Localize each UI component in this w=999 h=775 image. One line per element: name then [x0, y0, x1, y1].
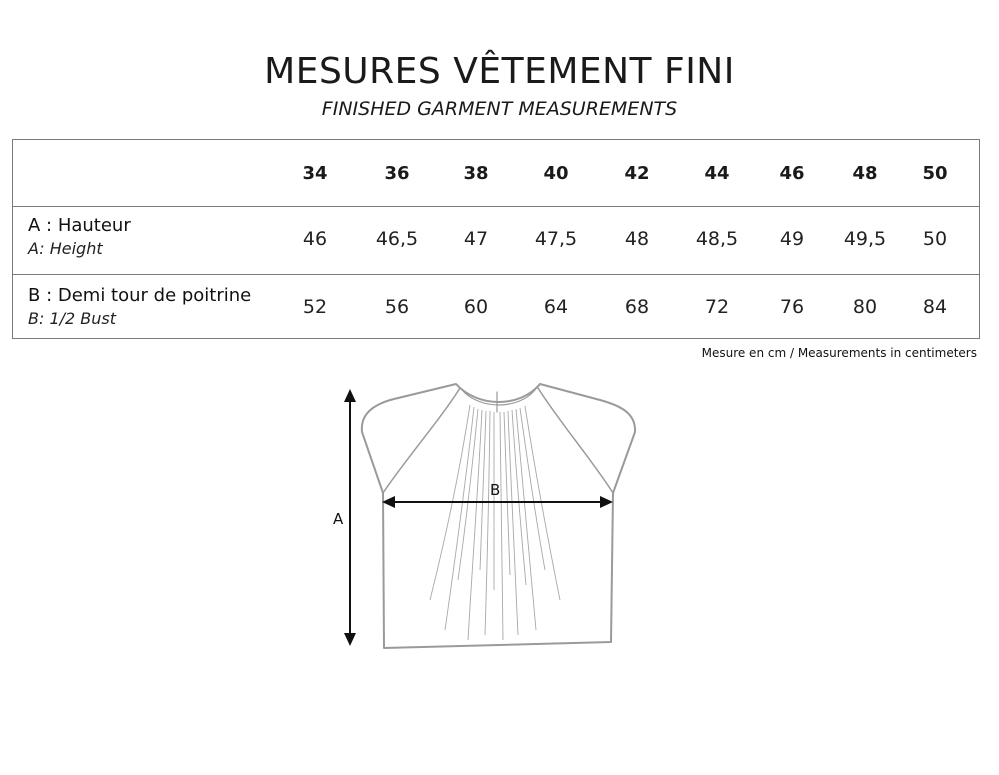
dimension-a-arrow: [344, 389, 356, 646]
size-header: 44: [704, 163, 730, 184]
size-header: 38: [463, 163, 489, 184]
raglan-seam-left: [383, 388, 460, 493]
row-label: B : Demi tour de poitrine: [28, 285, 252, 306]
measurements-table: [12, 139, 980, 339]
table-cell: 80: [852, 296, 878, 318]
table-cell: 47,5: [534, 228, 578, 250]
table-cell: 56: [384, 296, 410, 318]
table-cell: 48,5: [695, 228, 739, 250]
page-title: MESURES VÊTEMENT FINI: [264, 51, 735, 92]
table-cell: 46: [302, 228, 328, 250]
size-header: 46: [779, 163, 805, 184]
table-cell: 49,5: [843, 228, 887, 250]
garment-outline: [362, 384, 635, 648]
size-header: 50: [922, 163, 948, 184]
table-header-row: [13, 140, 979, 207]
table-cell: 72: [704, 296, 730, 318]
size-header: 40: [543, 163, 569, 184]
garment-diagram: [320, 380, 660, 660]
size-header: 48: [852, 163, 878, 184]
row-label-english: B: 1/2 Bust: [28, 309, 117, 328]
pleat-lines: [430, 405, 560, 640]
dimension-a-label: A: [333, 510, 344, 528]
table-cell: 49: [779, 228, 805, 250]
table-cell: 84: [922, 296, 948, 318]
table-cell: 60: [463, 296, 489, 318]
table-cell: 76: [779, 296, 805, 318]
page-subtitle: FINISHED GARMENT MEASUREMENTS: [321, 98, 678, 120]
table-row-height: [13, 207, 979, 275]
row-label-english: A: Height: [28, 239, 103, 258]
size-header: 34: [302, 163, 328, 184]
table-cell: 50: [922, 228, 948, 250]
table-cell: 52: [302, 296, 328, 318]
table-cell: 48: [624, 228, 650, 250]
raglan-seam-right: [538, 388, 613, 493]
table-row-bust: [13, 275, 979, 339]
dimension-b-label: B: [490, 481, 501, 499]
table-cell: 64: [543, 296, 569, 318]
units-note: Mesure en cm / Measurements in centimeters: [701, 346, 977, 360]
size-header: 42: [624, 163, 650, 184]
size-header: 36: [384, 163, 410, 184]
table-cell: 47: [463, 228, 489, 250]
row-label: A : Hauteur: [28, 215, 131, 236]
table-cell: 46,5: [375, 228, 419, 250]
table-cell: 68: [624, 296, 650, 318]
